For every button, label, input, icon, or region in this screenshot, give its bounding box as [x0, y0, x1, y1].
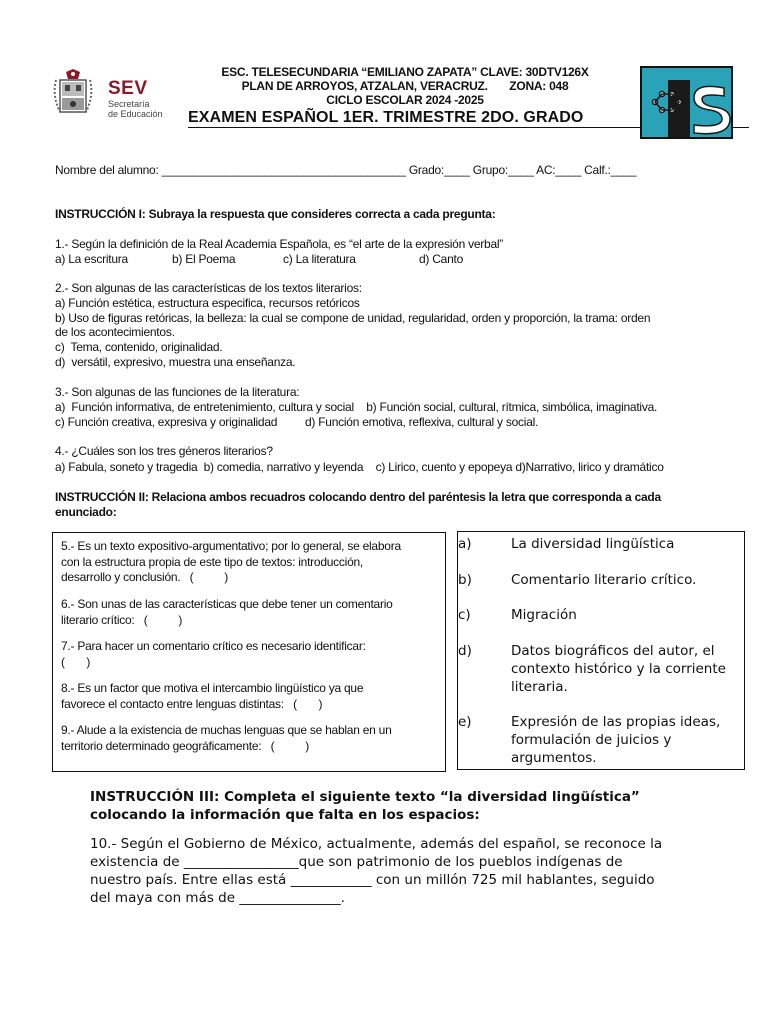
statement-6-line1: 6.- Son unas de las características que debe tener un comentario	[61, 597, 393, 611]
answer-e-line3: argumentos.	[511, 750, 597, 766]
sev-logo	[50, 68, 175, 120]
q10-line3: nuestro país. Entre ellas está ____________ con un millón 725 mil hablantes, seguido	[90, 872, 655, 888]
statement-5-line3: desarrollo y conclusión. ( )	[61, 570, 228, 584]
q1-option-c: c) La literatura	[283, 252, 356, 266]
statement-5-line2: con la estructura propia de este tipo de textos: introducción,	[61, 554, 364, 569]
q1-option-d: d) Canto	[419, 252, 464, 266]
instruction-1: INSTRUCCIÓN I: Subraya la respuesta que consideres correcta a cada pregunta:	[55, 207, 496, 221]
q3-options-line2: c) Función creativa, expresiva y originalidad d) Función emotiva, reflexiva, cultural y social.	[55, 415, 539, 429]
statement-7	[61, 639, 441, 670]
statement-6	[61, 597, 441, 628]
statement-5-line1: 5.- Es un texto expositivo-argumentativo; por lo general, se elabora	[61, 539, 401, 553]
sev-logo-text: SEV	[108, 78, 148, 99]
school-line: ESC. TELESECUNDARIA “EMILIANO ZAPATA” CLAVE: 30DTV126X	[221, 65, 589, 79]
q2-option-b-line2: de los acontecimientos.	[55, 325, 175, 339]
statement-5	[61, 539, 441, 586]
instruction-3-line1: INSTRUCCIÓN III: Completa el siguiente texto “la diversidad lingüística”	[90, 789, 640, 805]
statement-7-line1: 7.- Para hacer un comentario crítico es necesario identificar:	[61, 639, 366, 653]
veracruz-crest-icon	[50, 68, 96, 118]
student-info-line: Nombre del alumno: ______________________________________ Grado:____ Grupo:____ AC:____ Calf.:____	[55, 163, 637, 177]
sev-logo-subtitle-1: Secretaría	[108, 99, 150, 109]
answer-e-line2: formulación de juicios y	[511, 732, 672, 748]
ts-logo	[640, 66, 733, 139]
answer-e-letter: e)	[458, 714, 472, 730]
statement-6-line2: literario crítico: ( )	[61, 612, 183, 627]
answer-d-line2: contexto histórico y la corriente	[511, 661, 726, 677]
q1-text: 1.- Según la definición de la Real Academia Española, es “el arte de la expresión verbal”	[55, 237, 504, 251]
cycle-line: CICLO ESCOLAR 2024 -2025	[326, 93, 484, 107]
answer-d-line3: literaria.	[511, 679, 568, 695]
q4-options-line1: a) Fabula, soneto y tragedia b) comedia, narrativo y leyenda c) Lirico, cuento y epopeya d)Narrativo, lirico y dramático	[55, 460, 664, 474]
answer-b-letter: b)	[458, 572, 472, 588]
q10-line1: 10.- Según el Gobierno de México, actualmente, además del español, se reconoce la	[90, 836, 663, 852]
q2-option-b-line1: b) Uso de figuras retóricas, la belleza: la cual se compone de unidad, regularidad, orden y proporción, la trama: orden	[55, 311, 651, 325]
q4-text: 4.- ¿Cuáles son los tres géneros literarios?	[55, 444, 273, 458]
q3-options-line1: a) Función informativa, de entretenimiento, cultura y social b) Función social, cultural, rítmica, simbólica, imaginativa.	[55, 400, 658, 414]
q1-option-a: a) La escritura	[55, 252, 128, 266]
answer-d-letter: d)	[458, 643, 472, 659]
statement-9	[61, 723, 441, 754]
instruction-3-line2: colocando la información que falta en los espacios:	[90, 807, 480, 823]
statement-8-line2: favorece el contacto entre lenguas distintas: ( )	[61, 696, 323, 711]
q2-option-a: a) Función estética, estructura especifica, recursos retóricos	[55, 296, 360, 310]
statement-9-line2: territorio determinado geográficamente: ( )	[61, 738, 309, 753]
sev-logo-subtitle-2: de Educación	[108, 109, 163, 119]
answer-e-line1: Expresión de las propias ideas,	[511, 714, 721, 730]
instruction-2-line2: enunciado:	[55, 505, 117, 519]
statement-8	[61, 681, 441, 712]
statement-9-line1: 9.- Alude a la existencia de muchas lenguas que se hablan en un	[61, 723, 392, 737]
q2-option-c: c) Tema, contenido, originalidad.	[55, 340, 223, 354]
location-line: PLAN DE ARROYOS, ATZALAN, VERACRUZ. ZONA: 048	[241, 79, 569, 93]
q2-option-d: d) versátil, expresivo, muestra una enseñanza.	[55, 355, 296, 369]
answer-b-text: Comentario literario crítico.	[511, 572, 697, 588]
q3-text: 3.- Son algunas de las funciones de la literatura:	[55, 385, 300, 399]
q2-text: 2.- Son algunas de las características de los textos literarios:	[55, 281, 362, 295]
q10-line4: del maya con más de _______________.	[90, 890, 345, 906]
statements-box	[52, 532, 446, 772]
answer-c-text: Migración	[511, 607, 577, 623]
q1-option-b: b) El Poema	[172, 252, 236, 266]
statement-8-line1: 8.- Es un factor que motiva el intercambio lingüístico ya que	[61, 681, 364, 695]
answer-a-letter: a)	[458, 536, 472, 552]
answer-c-letter: c)	[458, 607, 471, 623]
ts-logo-graphic	[642, 68, 731, 137]
answer-a-text: La diversidad lingüística	[511, 536, 675, 552]
instruction-2-line1: INSTRUCCIÓN II: Relaciona ambos recuadros colocando dentro del paréntesis la letra que corresponda a cada	[55, 490, 661, 504]
exam-title: EXAMEN ESPAÑOL 1ER. TRIMESTRE 2DO. GRADO	[188, 109, 584, 126]
answers-box	[457, 531, 745, 770]
statement-7-line2: ( )	[61, 654, 91, 669]
answer-d-line1: Datos biográficos del autor, el	[511, 643, 715, 659]
q10-line2: existencia de _________________que son patrimonio de los pueblos indígenas de	[90, 854, 623, 870]
